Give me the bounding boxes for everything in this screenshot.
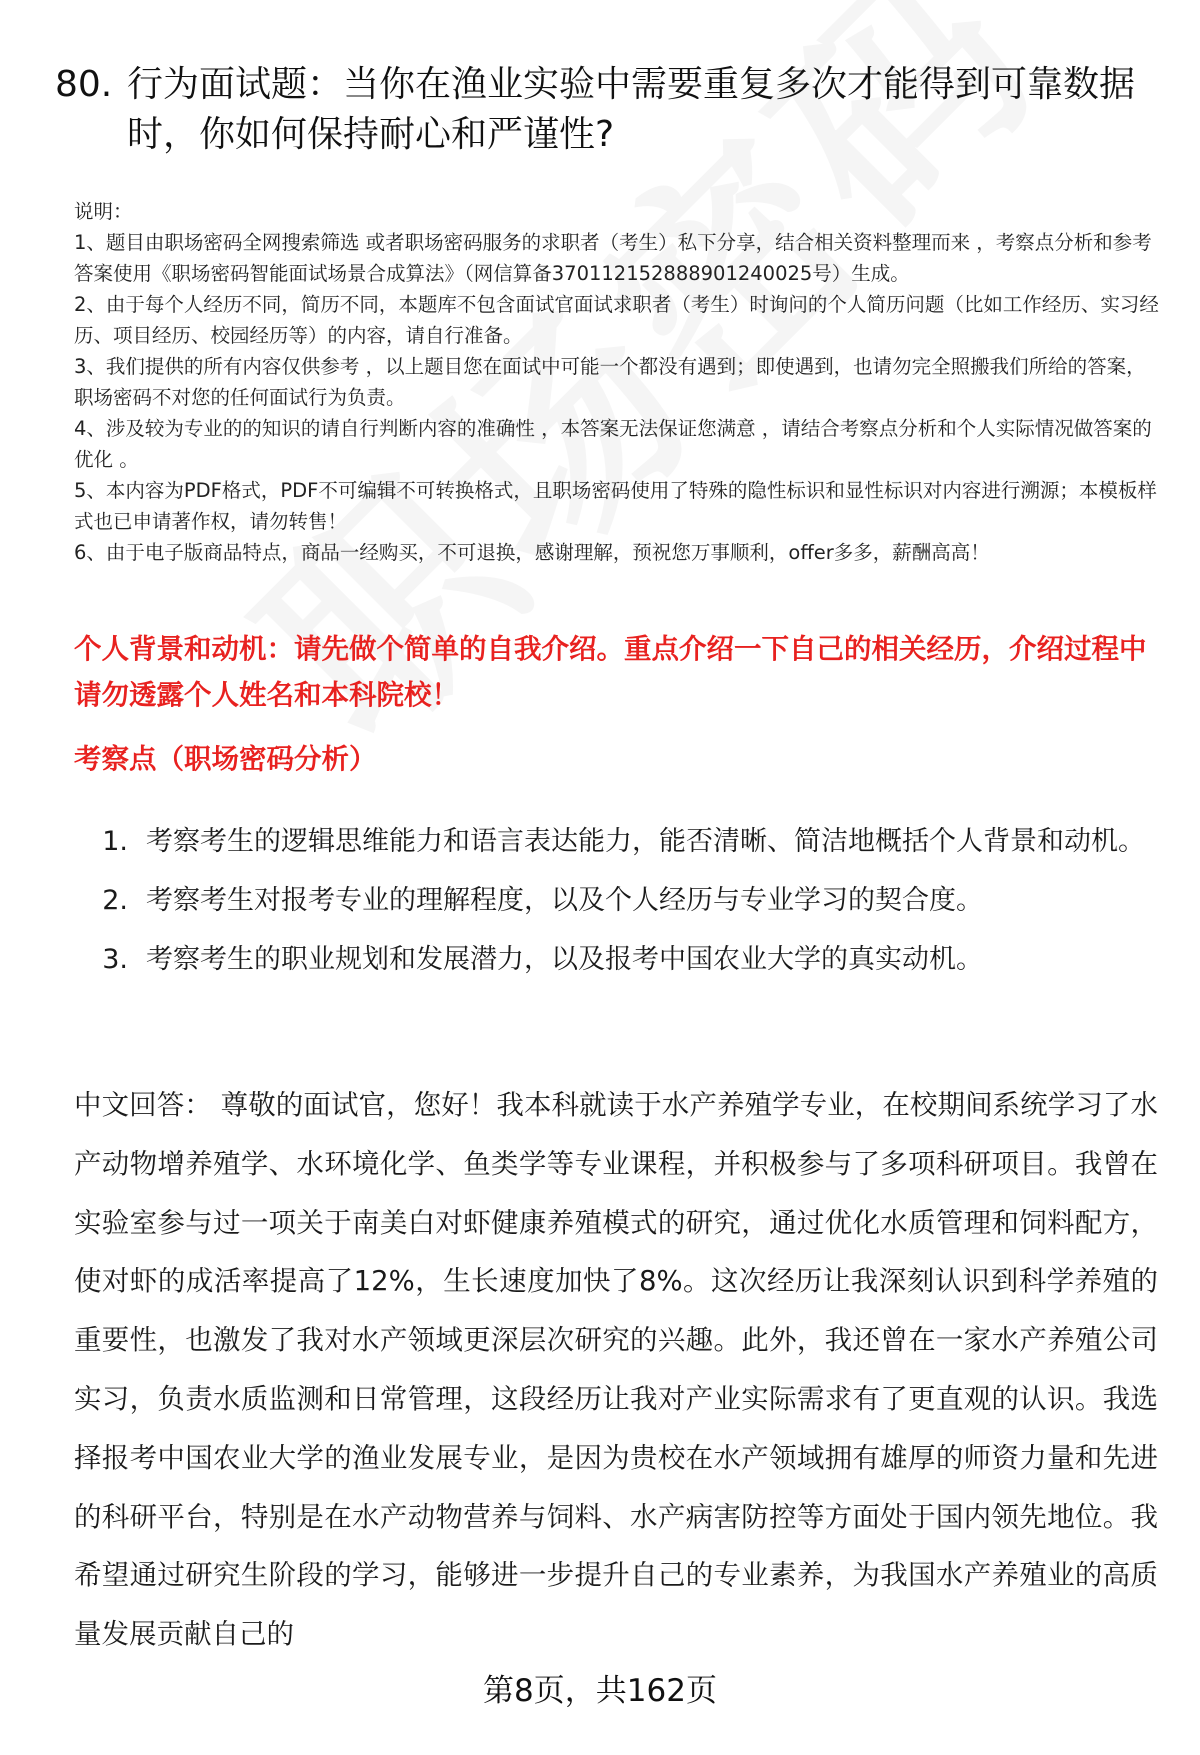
question-number: 80. (55, 64, 113, 105)
notes-heading: 说明： (74, 200, 133, 223)
question-text: 行为面试题：当你在渔业实验中需要重复多次才能得到可靠数据时，你如何保持耐心和严谨性? (127, 64, 1136, 155)
points-label: 考察点（职场密码分析） (74, 743, 377, 775)
point-text: 考察考生对报考专业的理解程度，以及个人经历与专业学习的契合度。 (146, 885, 983, 916)
note-item: 4、涉及较为专业的的知识的请自行判断内容的准确性 ，本答案无法保证您满意 ，请结合考察点分析和个人实际情况做答案的优化 。 (74, 417, 1152, 471)
page-number: 第8页，共162页 (483, 1673, 717, 1709)
notes-block (74, 196, 1159, 568)
list-item (74, 871, 1154, 930)
answer-text: 尊敬的面试官，您好！我本科就读于水产养殖学专业，在校期间系统学习了水产动物增养殖学、水环境化学、鱼类学等专业课程，并积极参与了多项科研项目。我曾在实验室参与过一项关于南美白对虾健康养殖模式的研究，通过优化水质管理和饲料配方，使对虾的成活率提高了12%，生长速度加快了8%。这次经历让我深刻认识到科学养殖的重要性，也激发了我对水产领域更深层次研究的兴趣。此外，我还曾在一家水产养殖公司实习，负责水质监测和日常管理，这段经历让我对产业实际需求有了更直观的认识。我选择报考中国农业大学的渔业发展专业，是因为贵校在水产领域拥有雄厚的师资力量和先进的科研平台，特别是在水产动物营养与饲料、水产病害防控等方面处于国内领先地位。我希望通过研究生阶段的学习，能够进一步提升自己的专业素养，为我国水产养殖业的高质量发展贡献自己的 (74, 1089, 1158, 1651)
list-item (74, 930, 1154, 989)
section-heading: 个人背景和动机：请先做个简单的自我介绍。重点介绍一下自己的相关经历，介绍过程中请勿透露个人姓名和本科院校！ (74, 633, 1147, 711)
answer-label: 中文回答： (74, 1089, 212, 1121)
note-item: 5、本内容为PDF格式，PDF不可编辑不可转换格式，且职场密码使用了特殊的隐性标识和显性标识对内容进行溯源；本模板样式也已申请著作权，请勿转售！ (74, 479, 1157, 533)
note-item: 3、我们提供的所有内容仅供参考 ，以上题目您在面试中可能一个都没有遇到；即使遇到，也请勿完全照搬我们所给的答案，职场密码不对您的任何面试行为负责。 (74, 355, 1146, 409)
point-number: 1. (102, 826, 128, 857)
question-title (55, 60, 1155, 160)
point-number: 3. (102, 944, 128, 975)
points-list (74, 812, 1154, 989)
note-item: 6、由于电子版商品特点，商品一经购买，不可退换，感谢理解，预祝您万事顺利，offer多多，薪酬高高！ (74, 541, 990, 564)
point-text: 考察考生的职业规划和发展潜力，以及报考中国农业大学的真实动机。 (146, 944, 983, 975)
note-item: 2、由于每个人经历不同，简历不同，本题库不包含面试官面试求职者（考生）时询问的个人简历问题（比如工作经历、实习经历、项目经历、校园经历等）的内容，请自行准备。 (74, 293, 1159, 347)
answer-paragraph (74, 1076, 1158, 1664)
list-item (74, 812, 1154, 871)
point-number: 2. (102, 885, 128, 916)
note-item: 1、题目由职场密码全网搜索筛选 或者职场密码服务的求职者（考生）私下分享，结合相关资料整理而来 ，考察点分析和参考答案使用《职场密码智能面试场景合成算法》（网信算备370112152888901240025号）生成。 (74, 231, 1152, 285)
point-text: 考察考生的逻辑思维能力和语言表达能力，能否清晰、简洁地概括个人背景和动机。 (146, 826, 1145, 857)
